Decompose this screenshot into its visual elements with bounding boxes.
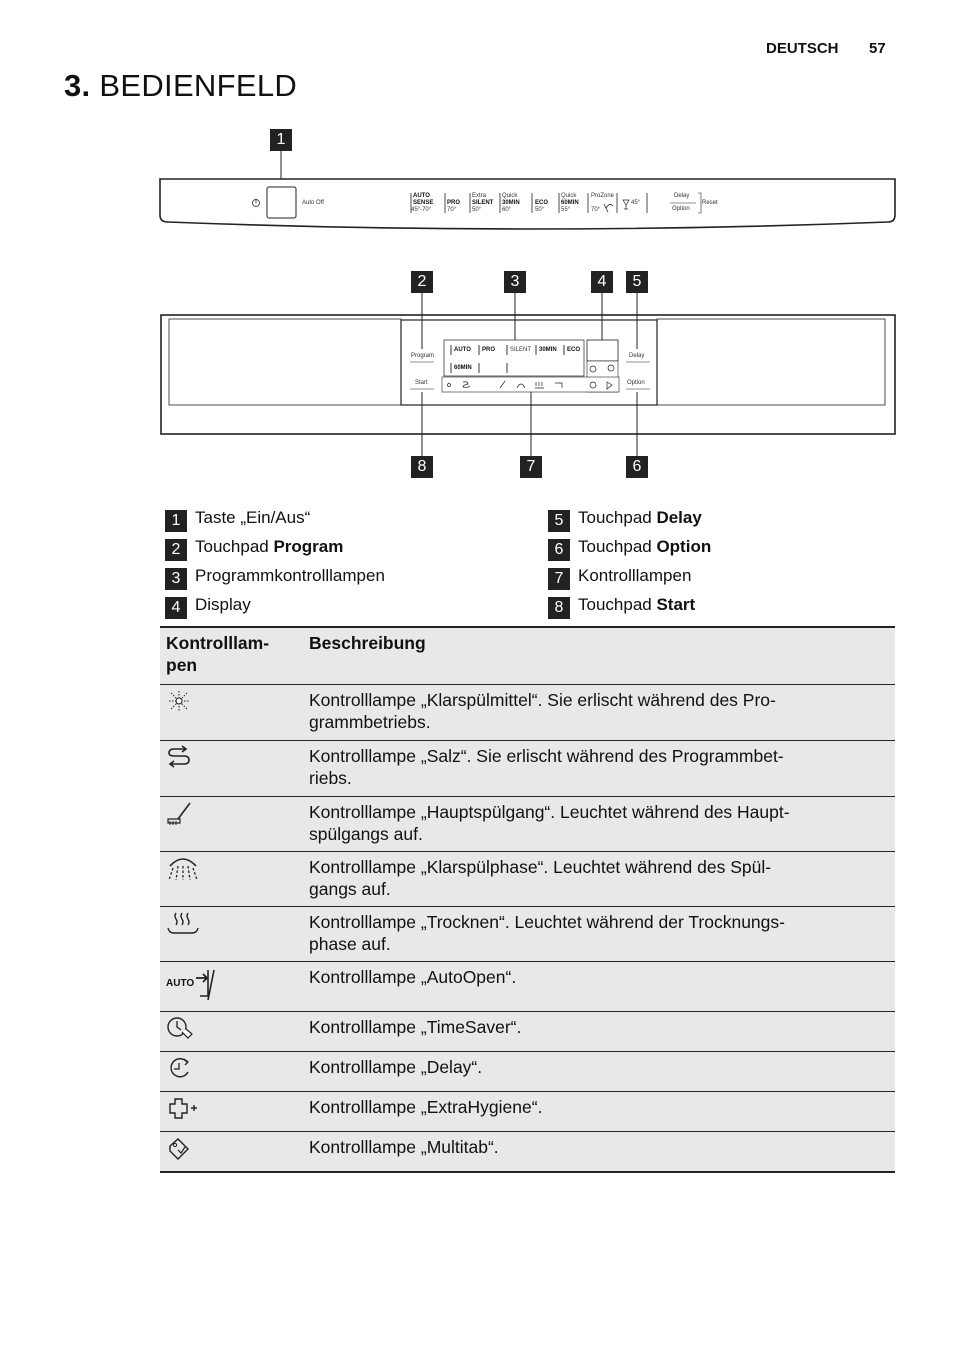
program-touchpad-label: Program xyxy=(411,353,435,359)
option-touchpad-label: Option xyxy=(627,380,645,386)
indicator-table xyxy=(160,626,895,1173)
program-60min: 60MIN xyxy=(561,200,579,206)
program-quick-label: Quick xyxy=(502,193,518,199)
indicator-30min: 30MIN xyxy=(539,347,557,353)
legend-bold-5: Delay xyxy=(656,508,702,527)
callout-2: 2 xyxy=(411,271,433,293)
legend-text-6: Touchpad xyxy=(578,537,657,556)
indicator-pro: PRO xyxy=(482,347,496,353)
indicator-silent: SILENT xyxy=(510,347,532,353)
row-text-extrahygiene: Kontrolllampe „ExtraHygiene“. xyxy=(303,1092,895,1132)
row-text-rinse-phase: Kontrolllampe „Klarspülphase“. Leuchtet während des Spül- gangs auf. xyxy=(303,852,895,907)
callout-7: 7 xyxy=(520,456,542,478)
legend-num-8: 8 xyxy=(548,597,570,619)
legend-text-7: Kontrolllampen xyxy=(578,566,692,585)
table-header-indicator: Kontrolllam- pen xyxy=(160,627,303,685)
legend-item-7 xyxy=(578,565,691,587)
legend-item-8 xyxy=(578,594,695,616)
program-auto-sense: AUTO SENSE xyxy=(413,193,434,206)
callout-8: 8 xyxy=(411,456,433,478)
program-30min: 30MIN xyxy=(502,200,520,206)
reset-label: Reset xyxy=(702,200,718,206)
table-row xyxy=(160,1092,895,1132)
table-header-description: Beschreibung xyxy=(303,627,895,685)
legend-item-3 xyxy=(195,565,385,587)
delay-label-top: Delay xyxy=(674,193,690,199)
indicator-eco: ECO xyxy=(567,347,581,353)
program-glass-temp: 45° xyxy=(631,200,641,206)
row-text-delay: Kontrolllampe „Delay“. xyxy=(303,1052,895,1092)
callout-4: 4 xyxy=(591,271,613,293)
table-row xyxy=(160,797,895,852)
callout-5: 5 xyxy=(626,271,648,293)
legend-bold-6: Option xyxy=(656,537,712,556)
autoopen-icon-text: AUTO xyxy=(166,978,195,989)
program-quick60-label: Quick xyxy=(561,193,577,199)
extrahygiene-icon xyxy=(166,1096,297,1122)
row-text-autoopen: Kontrolllampe „AutoOpen“. xyxy=(303,962,895,1012)
callout-3: 3 xyxy=(504,271,526,293)
program-pro: PRO xyxy=(447,200,461,206)
row-text-main-wash: Kontrolllampe „Hauptspülgang“. Leuchtet während des Haupt- spülgangs auf. xyxy=(303,797,895,852)
row-text-salt: Kontrolllampe „Salz“. Sie erlischt während des Programmbet- riebs. xyxy=(303,741,895,797)
legend-num-3: 3 xyxy=(165,568,187,590)
table-row xyxy=(160,685,895,741)
program-eco: ECO xyxy=(535,200,549,206)
legend-num-4: 4 xyxy=(165,597,187,619)
program-prozone-label: ProZone xyxy=(591,193,615,199)
rinse-phase-icon xyxy=(166,856,297,882)
table-row xyxy=(160,962,895,1012)
legend-item-5 xyxy=(578,507,702,529)
program-silent: SILENT xyxy=(472,200,494,206)
row-text-drying: Kontrolllampe „Trocknen“. Leuchtet während der Trocknungs- phase auf. xyxy=(303,907,895,962)
delay-touchpad-label: Delay xyxy=(629,353,645,359)
timesaver-icon xyxy=(166,1016,297,1042)
indicator-auto: AUTO xyxy=(454,347,471,353)
row-text-rinse-aid: Kontrolllampe „Klarspülmittel“. Sie erlischt während des Pro- grammbetriebs. xyxy=(303,685,895,741)
legend-item-4 xyxy=(195,594,251,616)
delay-icon xyxy=(166,1056,297,1082)
panel-inner-outline xyxy=(0,0,954,490)
indicator-60min: 60MIN xyxy=(454,365,472,371)
program-pro-temp: 70° xyxy=(447,207,457,213)
program-auto-sense-temp: 45°-70° xyxy=(411,207,432,213)
legend-num-1: 1 xyxy=(165,510,187,532)
table-row xyxy=(160,741,895,797)
table-row xyxy=(160,907,895,962)
program-30min-temp: 60° xyxy=(502,207,512,213)
legend-text-3: Programmkontrolllampen xyxy=(195,566,385,585)
program-eco-temp: 50° xyxy=(535,207,545,213)
table-row xyxy=(160,1012,895,1052)
legend-text-4: Display xyxy=(195,595,251,614)
rinse-aid-icon xyxy=(166,689,297,713)
legend-text-5: Touchpad xyxy=(578,508,657,527)
row-text-timesaver: Kontrolllampe „TimeSaver“. xyxy=(303,1012,895,1052)
salt-icon xyxy=(166,745,297,771)
main-wash-icon xyxy=(166,801,297,827)
legend-item-2 xyxy=(195,536,343,558)
legend-item-6 xyxy=(578,536,711,558)
auto-off-label: Auto Off xyxy=(302,200,324,206)
legend-text-2: Touchpad xyxy=(195,537,274,556)
section-title-text: BEDIENFELD xyxy=(99,68,298,103)
legend-num-2: 2 xyxy=(165,539,187,561)
table-row xyxy=(160,852,895,907)
table-row xyxy=(160,1132,895,1172)
section-number: 3. xyxy=(64,68,91,103)
callout-1: 1 xyxy=(270,129,292,151)
multitab-icon xyxy=(166,1136,297,1162)
legend-num-5: 5 xyxy=(548,510,570,532)
legend-bold-8: Start xyxy=(656,595,696,614)
autoopen-icon xyxy=(166,966,297,1002)
table-row xyxy=(160,1052,895,1092)
table-header-row xyxy=(160,627,895,685)
row-text-multitab: Kontrolllampe „Multitab“. xyxy=(303,1132,895,1172)
legend-text-8: Touchpad xyxy=(578,595,657,614)
legend-num-6: 6 xyxy=(548,539,570,561)
drying-icon xyxy=(166,911,297,937)
legend-item-1 xyxy=(195,507,310,529)
program-60min-temp: 55° xyxy=(561,207,571,213)
start-touchpad-label: Start xyxy=(415,380,428,386)
legend-num-7: 7 xyxy=(548,568,570,590)
legend-bold-2: Program xyxy=(273,537,344,556)
page-number: 57 xyxy=(869,40,886,57)
program-prozone-temp: 70° xyxy=(591,207,601,213)
callout-6: 6 xyxy=(626,456,648,478)
program-silent-temp: 50° xyxy=(472,207,482,213)
option-label-top: Option xyxy=(672,206,690,212)
page-header-language: DEUTSCH xyxy=(766,40,839,57)
legend-text-1: Taste „Ein/Aus“ xyxy=(195,508,311,527)
program-extra-label: Extra xyxy=(472,193,487,199)
